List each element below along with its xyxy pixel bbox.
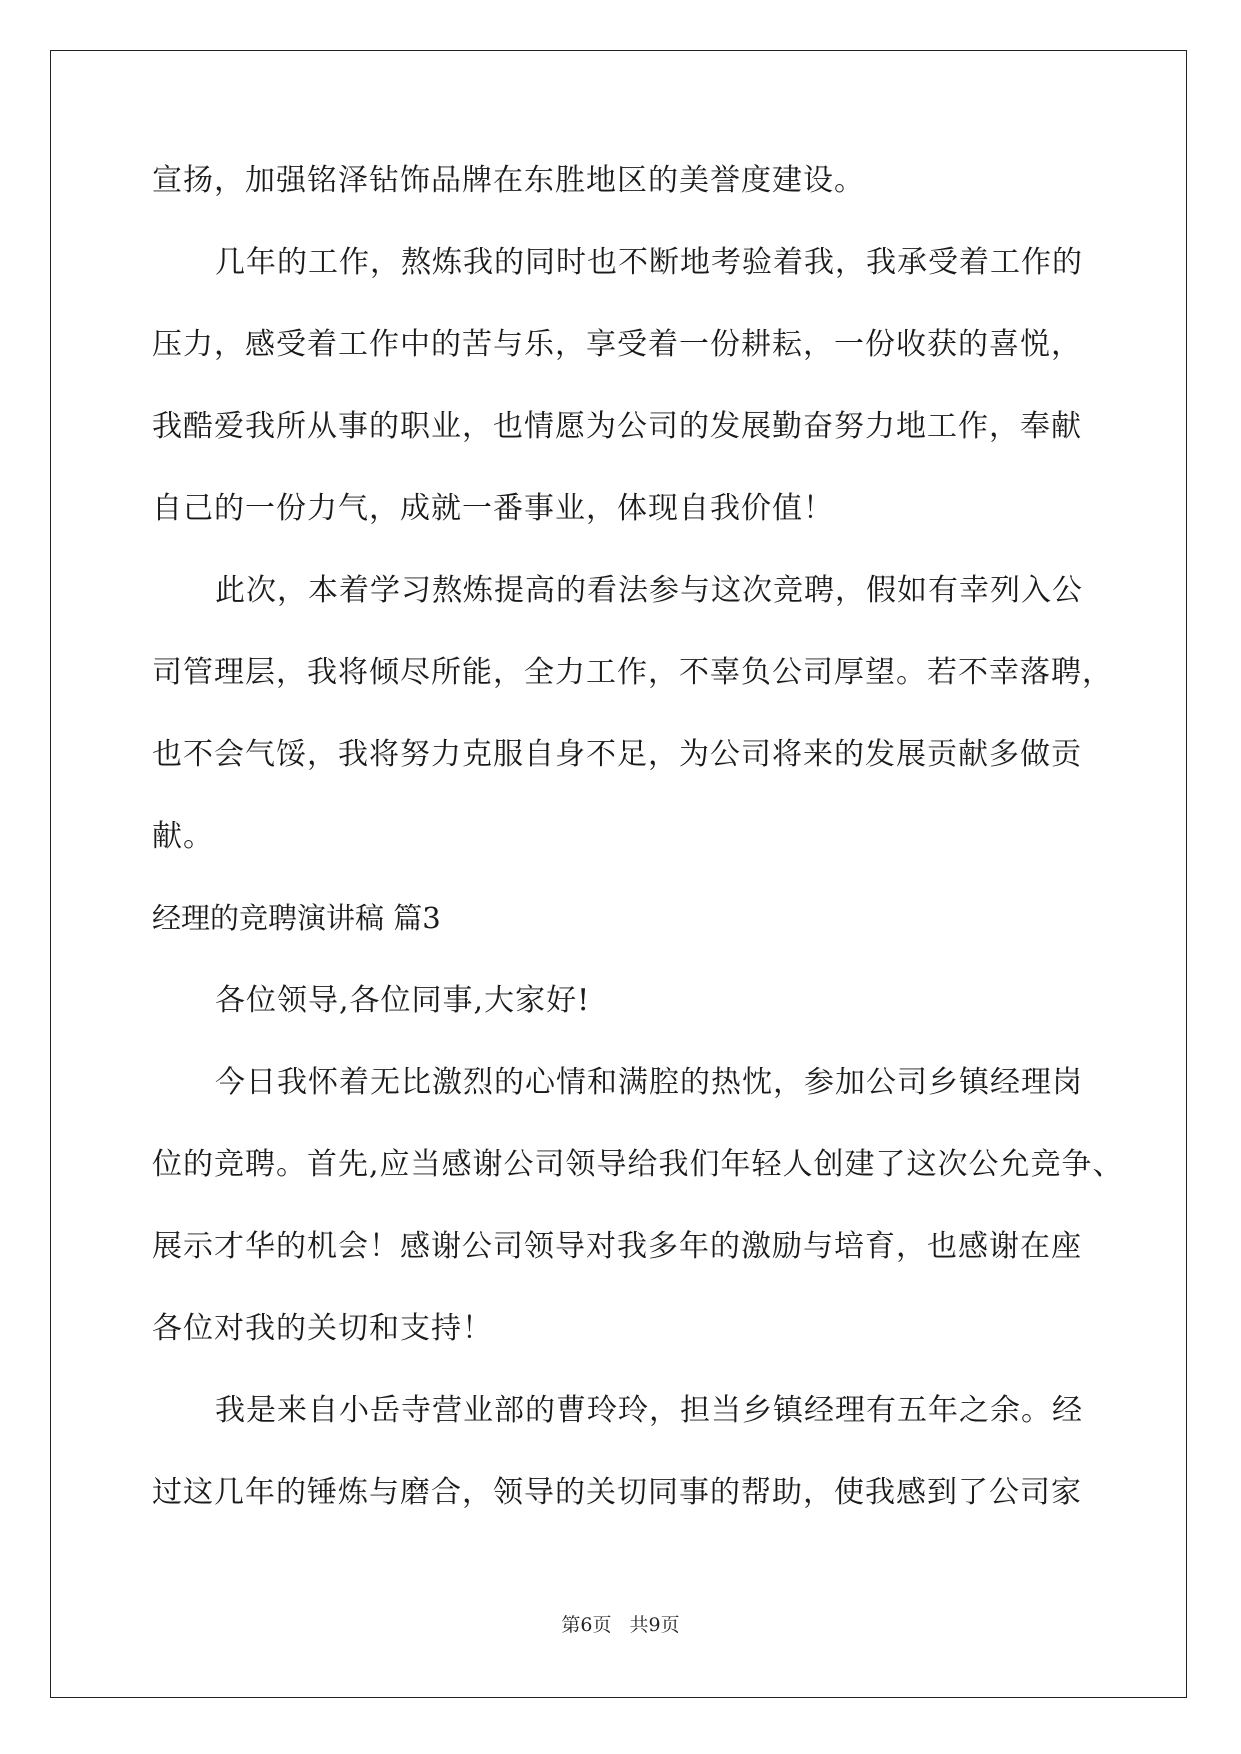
paragraph-line: 我酷爱我所从事的职业，也情愿为公司的发展勤奋努力地工作，奉献 (152, 409, 1082, 444)
paragraph-line: 献。 (152, 819, 214, 854)
paragraph-line: 司管理层，我将倾尽所能，全力工作，不辜负公司厚望。若不幸落聘， (152, 655, 1113, 690)
document-body (152, 160, 1124, 1554)
page-footer (0, 1610, 1241, 1637)
paragraph-line: 我是来自小岳寺营业部的曹玲玲，担当乡镇经理有五年之余。经 (215, 1393, 1083, 1428)
paragraph-line: 各位对我的关切和支持！ (152, 1311, 493, 1346)
paragraph-line: 此次，本着学习熬炼提高的看法参与这次竞聘，假如有幸列入公 (215, 573, 1083, 608)
paragraph-line: 自己的一份力气，成就一番事业，体现自我价值！ (152, 491, 834, 526)
paragraph-line: 展示才华的机会！感谢公司领导对我多年的激励与培育，也感谢在座 (152, 1229, 1082, 1264)
page-total: 共9页 (629, 1614, 680, 1636)
paragraph-line: 宣扬，加强铭泽钻饰品牌在东胜地区的美誉度建设。 (152, 163, 865, 198)
paragraph-line: 压力，感受着工作中的苦与乐，享受着一份耕耘，一份收获的喜悦， (152, 327, 1082, 362)
paragraph-line: 今日我怀着无比激烈的心情和满腔的热忱，参加公司乡镇经理岗 (215, 1065, 1083, 1100)
section-heading: 经理的竞聘演讲稿 篇3 (152, 901, 441, 935)
paragraph-line: 过这几年的锤炼与磨合，领导的关切同事的帮助，使我感到了公司家 (152, 1475, 1082, 1510)
paragraph-line: 位的竞聘。首先,应当感谢公司领导给我们年轻人创建了这次公允竞争、 (152, 1147, 1124, 1182)
paragraph-line: 几年的工作，熬炼我的同时也不断地考验着我，我承受着工作的 (215, 245, 1083, 280)
paragraph-line: 也不会气馁，我将努力克服自身不足，为公司将来的发展贡献多做贡 (152, 737, 1082, 772)
paragraph-line: 各位领导,各位同事,大家好! (215, 983, 591, 1018)
page-number: 第6页 (561, 1614, 612, 1636)
